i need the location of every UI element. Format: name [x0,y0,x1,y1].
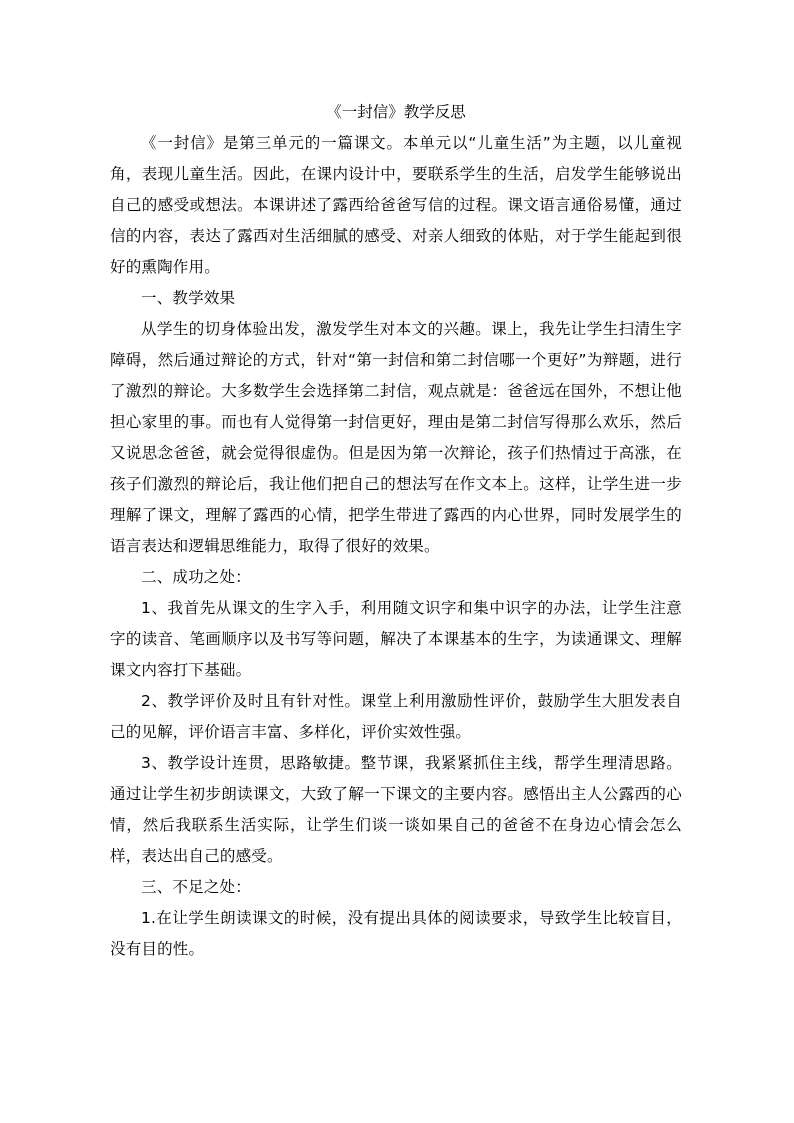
section-heading-teaching-effect: 一、教学效果 [141,289,236,307]
document-page [110,97,682,965]
intro-paragraph: 《一封信》是第三单元的一篇课文。本单元以“儿童生活”为主题，以儿童视角，表现儿童生活。因此，在课内设计中，要联系学生的生活，启发学生能够说出自己的感受或想法。本课讲述了露西给爸爸写信的过程。课文语言通俗易懂，通过信的内容，表达了露西对生活细腻的感受、对亲人细致的体贴，对于学生能起到很好的熏陶作用。 [110,134,682,276]
document-title: 《一封信》教学反思 [326,103,466,121]
section-heading-shortcomings: 三、不足之处： [141,878,251,896]
success-item-3: 3、教学设计连贯，思路敏捷。整节课，我紧紧抓住主线，帮学生理清思路。通过让学生初步朗读课文，大致了解一下课文的主要内容。感悟出主人公露西的心情，然后我联系生活实际，让学生们谈一谈如果自己的爸爸不在身边心情会怎么样，表达出自己的感受。 [110,754,682,865]
section-heading-successes: 二、成功之处： [141,568,251,586]
success-item-1: 1、我首先从课文的生字入手，利用随文识字和集中识字的办法，让学生注意字的读音、笔画顺序以及书写等问题，解决了本课基本的生字，为读通课文、理解课文内容打下基础。 [110,599,682,679]
success-item-2: 2、教学评价及时且有针对性。课堂上利用激励性评价，鼓励学生大胆发表自己的见解，评价语言丰富、多样化，评价实效性强。 [110,692,682,741]
teaching-effect-paragraph: 从学生的切身体验出发，激发学生对本文的兴趣。课上，我先让学生扫清生字障碍，然后通过辩论的方式，针对“第一封信和第二封信哪一个更好”为辩题，进行了激烈的辩论。大多数学生会选择第二封信，观点就是：爸爸远在国外，不想让他担心家里的事。而也有人觉得第一封信更好，理由是第二封信写得那么欢乐，然后又说思念爸爸，就会觉得很虚伪。但是因为第一次辩论，孩子们热情过于高涨，在孩子们激烈的辩论后，我让他们把自己的想法写在作文本上。这样，让学生进一步理解了课文，理解了露西的心情，把学生带进了露西的内心世界，同时发展学生的语言表达和逻辑思维能力，取得了很好的效果。 [110,320,682,555]
shortcoming-item-1: 1.在让学生朗读课文的时候，没有提出具体的阅读要求，导致学生比较盲目，没有目的性。 [110,909,682,958]
